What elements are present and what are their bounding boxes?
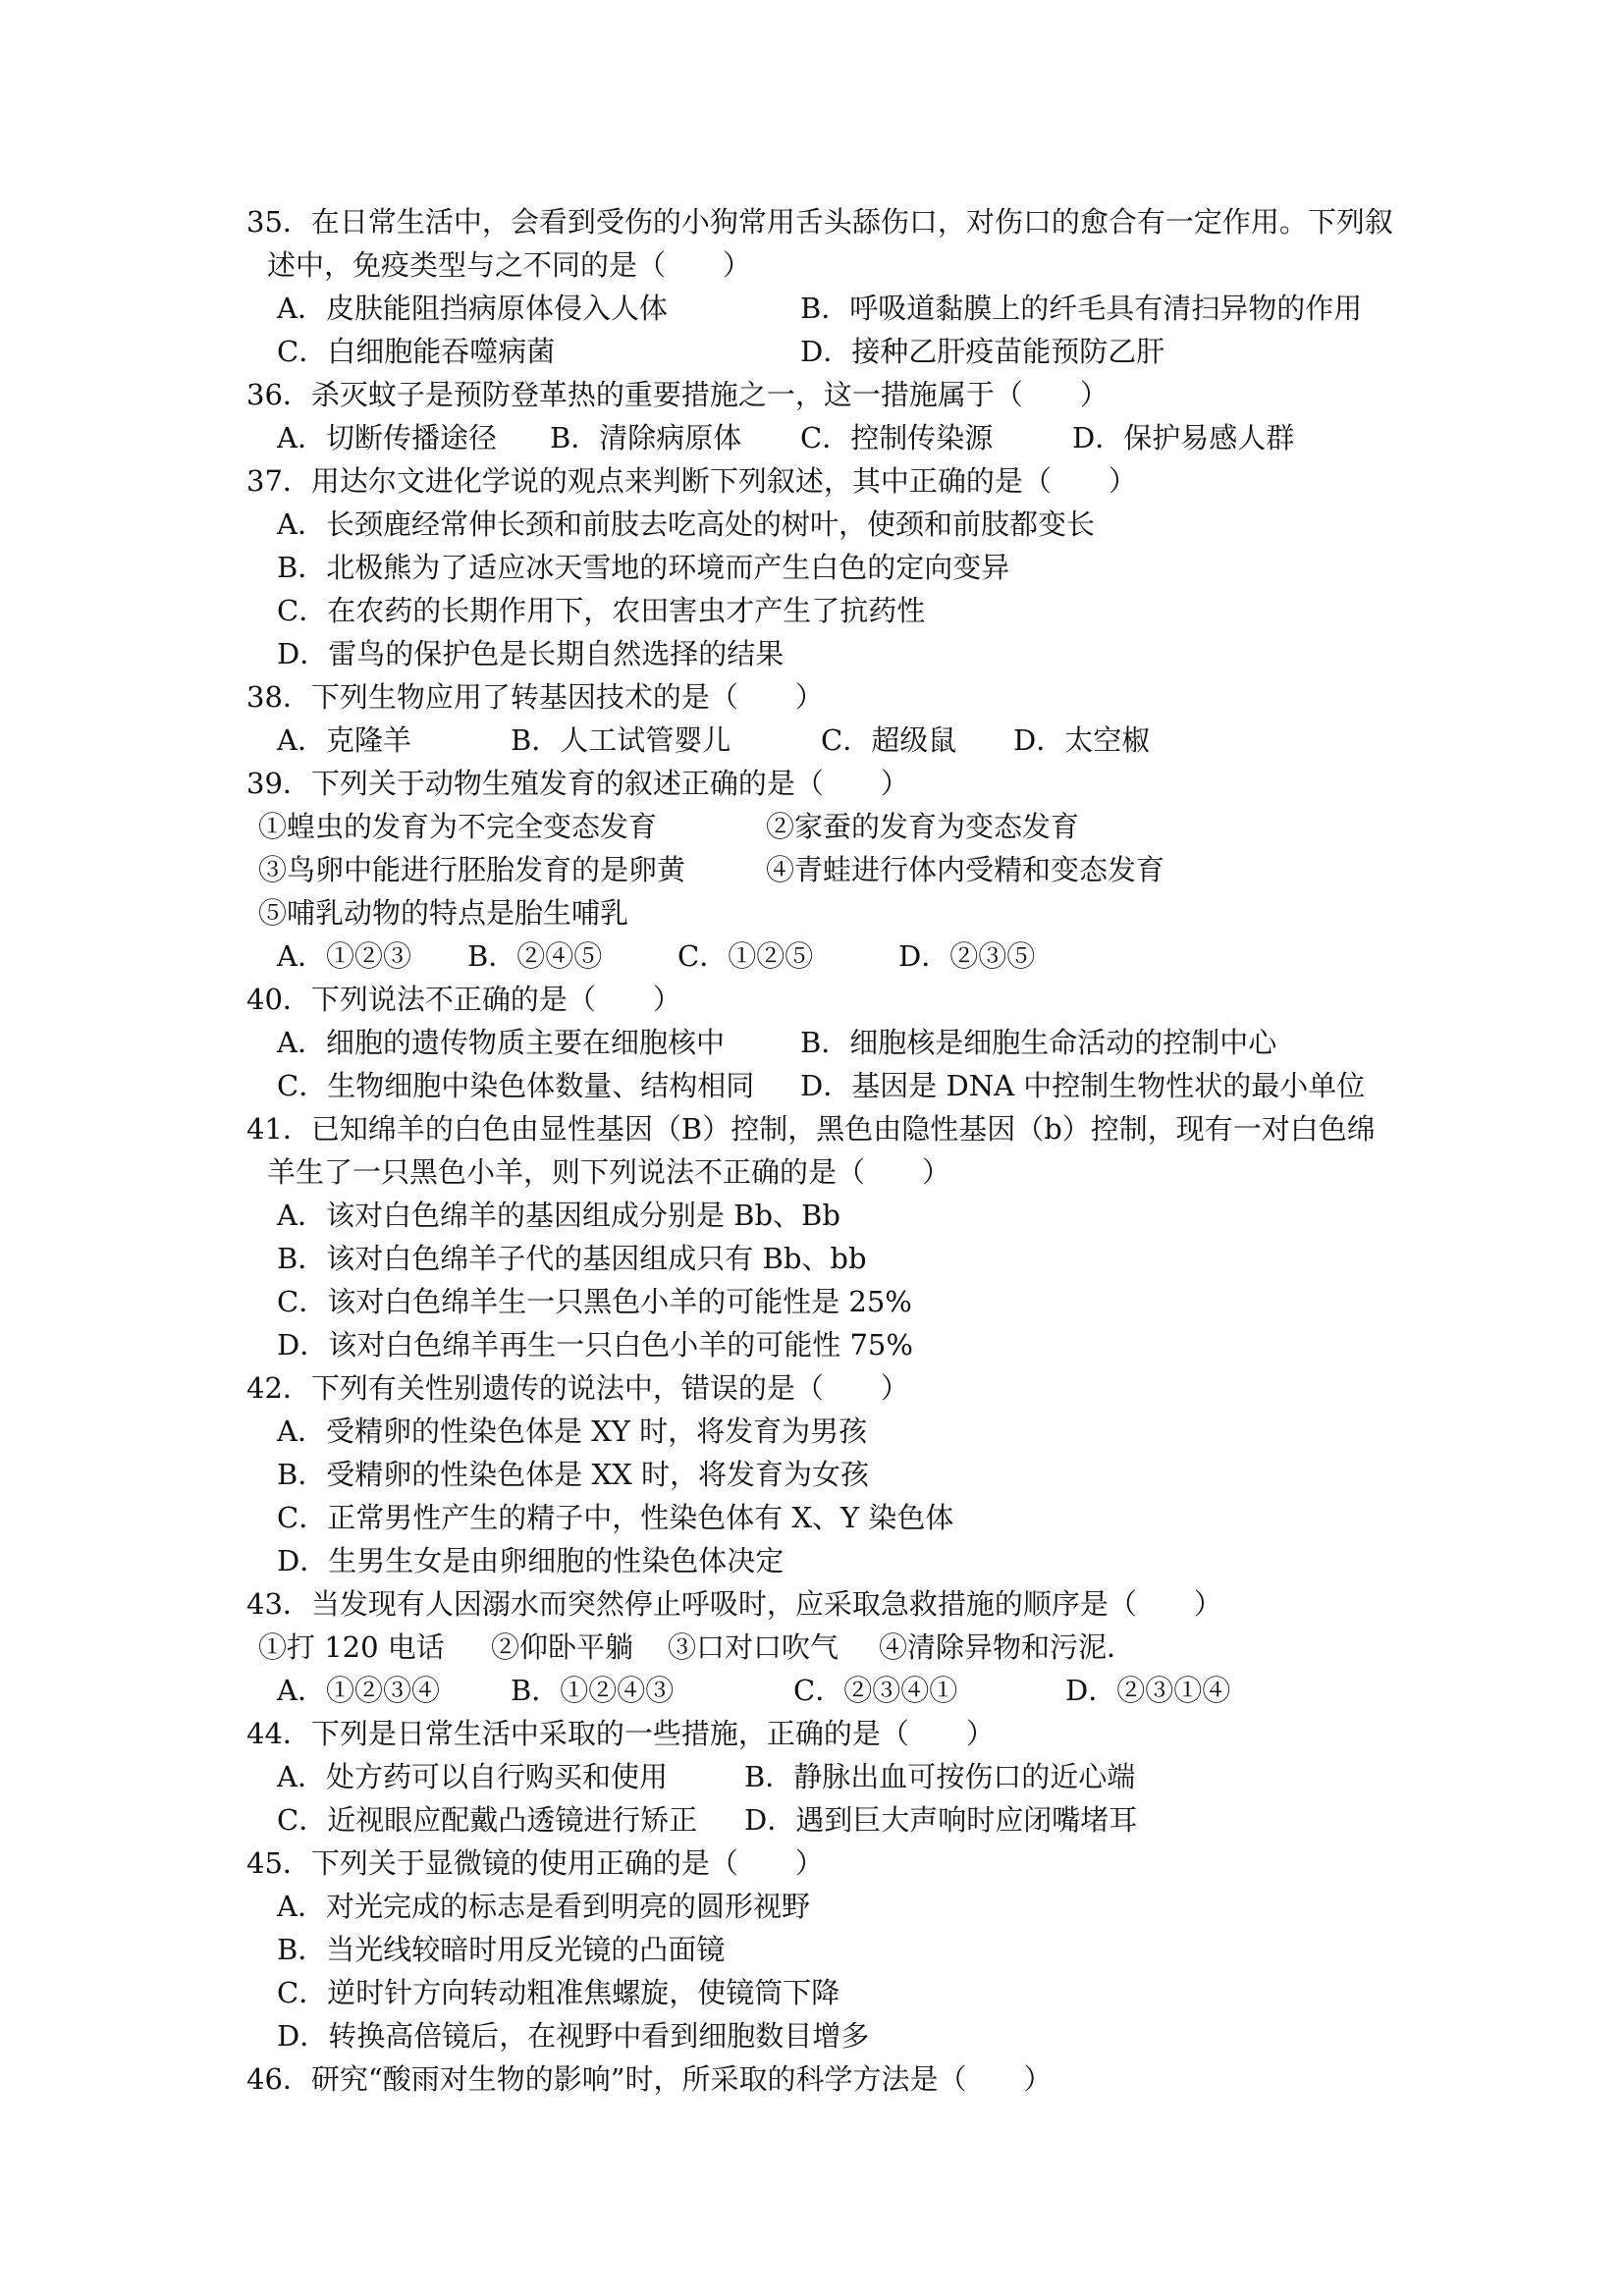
question-35-stem-cont: 述中，免疫类型与之不同的是（ ） <box>267 248 752 282</box>
question-39-statement-4: ④青蛙进行体内受精和变态发育 <box>766 853 1165 886</box>
question-37-option-d: D．雷鸟的保护色是长期自然选择的结果 <box>277 637 785 670</box>
question-40-option-a: A．细胞的遗传物质主要在细胞核中 <box>277 1026 725 1059</box>
question-38-option-a: A．克隆羊 <box>277 723 411 757</box>
question-43-step-4: ④清除异物和污泥． <box>879 1630 1136 1664</box>
question-36-option-a: A．切断传播途径 <box>277 421 497 454</box>
question-39-statement-3: ③鸟卵中能进行胚胎发育的是卵黄 <box>258 853 686 886</box>
question-43-option-d: D．②③①④ <box>1065 1674 1231 1707</box>
question-43-step-3: ③口对口吹气 <box>668 1630 839 1664</box>
question-39-statement-2: ②家蚕的发育为变态发育 <box>766 810 1080 843</box>
question-39-stem: 39．下列关于动物生殖发育的叙述正确的是（ ） <box>246 767 909 800</box>
question-35-option-d: D．接种乙肝疫苗能预防乙肝 <box>800 335 1165 368</box>
question-38-stem: 38．下列生物应用了转基因技术的是（ ） <box>246 680 824 714</box>
question-39-option-a: A．①②③ <box>277 939 411 973</box>
question-41-option-b: B．该对白色绵羊子代的基因组成只有 Bb、bb <box>277 1242 867 1275</box>
question-44-stem: 44．下列是日常生活中采取的一些措施，正确的是（ ） <box>246 1717 995 1750</box>
question-38-option-b: B．人工试管婴儿 <box>511 723 731 757</box>
question-42-option-b: B．受精卵的性染色体是 XX 时，将发育为女孩 <box>277 1458 870 1491</box>
question-43-step-2: ②仰卧平躺 <box>491 1630 634 1664</box>
question-35-option-a: A．皮肤能阻挡病原体侵入人体 <box>277 292 668 325</box>
question-45-stem: 45．下列关于显微镜的使用正确的是（ ） <box>246 1846 824 1880</box>
question-41-stem-cont: 羊生了一只黑色小羊，则下列说法不正确的是（ ） <box>267 1155 951 1189</box>
question-40-stem: 40．下列说法不正确的是（ ） <box>246 983 681 1016</box>
question-43-stem: 43．当发现有人因溺水而突然停止呼吸时，应采取急救措施的顺序是（ ） <box>246 1587 1222 1621</box>
question-41-option-a: A．该对白色绵羊的基因组成分别是 Bb、Bb <box>277 1199 840 1232</box>
question-39-option-b: B．②④⑤ <box>467 939 603 973</box>
question-40-option-c: C．生物细胞中染色体数量、结构相同 <box>277 1069 755 1102</box>
question-36-option-d: D．保护易感人群 <box>1072 421 1295 454</box>
question-35-option-c: C．白细胞能吞噬病菌 <box>277 335 556 368</box>
question-43-step-1: ①打 120 电话 <box>258 1630 445 1664</box>
question-35-option-b: B．呼吸道黏膜上的纤毛具有清扫异物的作用 <box>800 292 1363 325</box>
question-40-option-b: B．细胞核是细胞生命活动的控制中心 <box>800 1026 1277 1059</box>
question-36-option-b: B．清除病原体 <box>550 421 742 454</box>
question-42-option-c: C．正常男性产生的精子中，性染色体有 X、Y 染色体 <box>277 1501 954 1534</box>
question-45-option-c: C．逆时针方向转动粗准焦螺旋，使镜筒下降 <box>277 1976 840 2009</box>
question-37-option-b: B．北极熊为了适应冰天雪地的环境而产生白色的定向变异 <box>277 551 1010 584</box>
question-41-stem: 41．已知绵羊的白色由显性基因（B）控制，黑色由隐性基因（b）控制，现有一对白色绵 <box>246 1112 1376 1146</box>
question-45-option-d: D．转换高倍镜后，在视野中看到细胞数目增多 <box>277 2019 870 2053</box>
question-37-option-c: C．在农药的长期作用下，农田害虫才产生了抗药性 <box>277 594 926 627</box>
question-43-option-b: B．①②④③ <box>511 1674 675 1707</box>
question-45-option-b: B．当光线较暗时用反光镜的凸面镜 <box>277 1933 726 1966</box>
question-44-option-d: D．遇到巨大声响时应闭嘴堵耳 <box>744 1803 1138 1837</box>
question-37-option-a: A．长颈鹿经常伸长颈和前肢去吃高处的树叶，使颈和前肢都变长 <box>277 507 1095 541</box>
question-37-stem: 37．用达尔文进化学说的观点来判断下列叙述，其中正确的是（ ） <box>246 464 1137 498</box>
question-35-stem: 35．在日常生活中，会看到受伤的小狗常用舌头舔伤口，对伤口的愈合有一定作用。下列叙 <box>246 205 1393 239</box>
question-43-option-a: A．①②③④ <box>277 1674 440 1707</box>
question-36-option-c: C．控制传染源 <box>800 421 994 454</box>
question-46-stem: 46．研究“酸雨对生物的影响”时，所采取的科学方法是（ ） <box>246 2062 1053 2096</box>
question-39-option-d: D．②③⑤ <box>898 939 1036 973</box>
question-38-option-d: D．太空椒 <box>1013 723 1151 757</box>
question-40-option-d: D．基因是 DNA 中控制生物性状的最小单位 <box>800 1069 1366 1102</box>
question-41-option-d: D．该对白色绵羊再生一只白色小羊的可能性 75% <box>277 1328 913 1362</box>
question-39-statement-5: ⑤哺乳动物的特点是胎生哺乳 <box>258 896 629 930</box>
question-44-option-c: C．近视眼应配戴凸透镜进行矫正 <box>277 1803 698 1837</box>
question-44-option-a: A．处方药可以自行购买和使用 <box>277 1760 668 1793</box>
question-45-option-a: A．对光完成的标志是看到明亮的圆形视野 <box>277 1890 810 1923</box>
question-42-stem: 42．下列有关性别遗传的说法中，错误的是（ ） <box>246 1371 909 1405</box>
question-43-option-c: C．②③④① <box>793 1674 958 1707</box>
question-41-option-c: C．该对白色绵羊生一只黑色小羊的可能性是 25% <box>277 1285 912 1318</box>
question-39-statement-1: ①蝗虫的发育为不完全变态发育 <box>258 810 658 843</box>
question-36-stem: 36．杀灭蚊子是预防登革热的重要措施之一，这一措施属于（ ） <box>246 378 1109 411</box>
question-44-option-b: B．静脉出血可按伤口的近心端 <box>744 1760 1136 1793</box>
question-39-option-c: C．①②⑤ <box>677 939 814 973</box>
question-42-option-d: D．生男生女是由卵细胞的性染色体决定 <box>277 1544 785 1577</box>
question-38-option-c: C．超级鼠 <box>821 723 957 757</box>
question-42-option-a: A．受精卵的性染色体是 XY 时，将发育为男孩 <box>277 1415 868 1448</box>
